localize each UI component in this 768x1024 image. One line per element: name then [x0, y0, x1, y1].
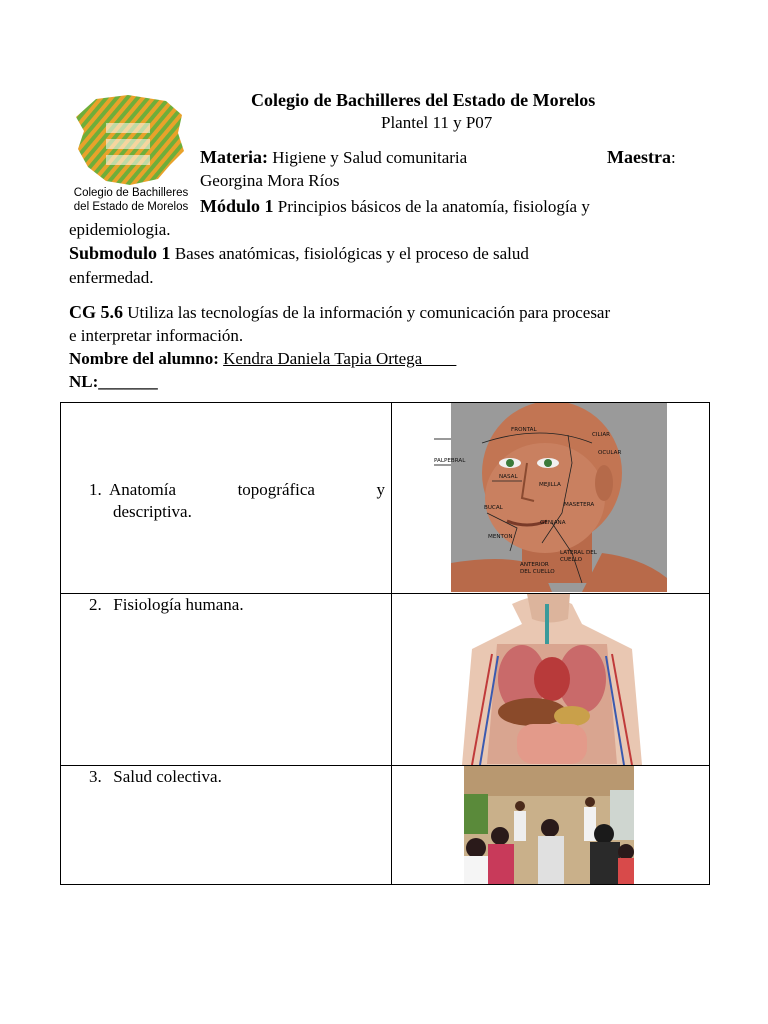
maestra-label-line: [607, 146, 676, 169]
label-cuello: CUELLO: [560, 557, 582, 563]
student-line: [69, 348, 456, 370]
table-cell-image: [392, 594, 710, 766]
physiology-body-image: [392, 594, 709, 765]
label-frontal: FRONTAL: [511, 427, 537, 433]
anatomy-face-image: [392, 403, 709, 593]
topics-table: [60, 402, 710, 885]
student-label: Nombre del alumno:: [69, 349, 219, 368]
label-mejilla: MEJILLA: [539, 482, 561, 488]
cg-text-1: Utiliza las tecnologías de la información y comunicación para procesar: [127, 303, 611, 322]
topic-line-2: descriptiva.: [113, 502, 192, 521]
modulo-text-1: Principios básicos de la anatomía, fisiología y: [277, 197, 590, 216]
list-item: [89, 766, 391, 788]
modulo-label: Módulo 1: [200, 196, 274, 216]
label-lateral-del: LATERAL DEL: [560, 550, 597, 556]
table-cell-topic: [61, 403, 392, 594]
teacher-name: Georgina Mora Ríos: [200, 171, 340, 190]
nl-field: NL:_______: [69, 372, 158, 391]
label-ocular: OCULAR: [598, 450, 622, 456]
student-name: Kendra Daniela Tapia Ortega____: [223, 349, 457, 368]
maestra-colon: :: [670, 148, 676, 167]
label-geniana: GENIANA: [540, 520, 566, 526]
topic-word-2: topográfica: [237, 480, 315, 499]
campus-name: Plantel 11 y P07: [381, 113, 493, 132]
table-row: [61, 766, 710, 885]
submodulo-text-2: enfermedad.: [69, 268, 154, 287]
cg-line: [69, 301, 610, 324]
label-menton: MENTON: [488, 534, 513, 540]
community-health-image: [392, 766, 709, 884]
logo-caption: [66, 186, 196, 214]
modulo-text-2: epidemiologia.: [69, 220, 171, 239]
materia-line: [200, 146, 467, 169]
list-number: 3.: [89, 767, 102, 786]
list-number: 1.: [89, 480, 102, 499]
label-del-cuello: DEL CUELLO: [520, 569, 555, 575]
cg-text-2: e interpretar información.: [69, 326, 244, 345]
submodulo-label: Submodulo 1: [69, 243, 171, 263]
school-name: Colegio de Bachilleres del Estado de Morelos: [251, 90, 596, 110]
logo-caption-line-1: Colegio de Bachilleres: [73, 187, 189, 199]
list-number: 2.: [89, 595, 102, 614]
table-row: [61, 403, 710, 594]
table-cell-image: [392, 403, 710, 594]
topic-word-1: Anatomía: [109, 480, 177, 499]
cg-label: CG 5.6: [69, 302, 123, 322]
label-palpebral: PALPEBRAL: [434, 458, 466, 464]
maestra-label: Maestra: [607, 147, 671, 167]
topic-text: Salud colectiva.: [113, 767, 222, 786]
label-anterior: ANTERIOR: [520, 562, 549, 568]
table-cell-topic: [61, 594, 392, 766]
table-cell-topic: [61, 766, 392, 885]
label-ciliar: CILIAR: [592, 432, 611, 438]
topic-word-3: y: [376, 480, 385, 499]
label-bucal: BUCAL: [484, 505, 503, 511]
table-row: [61, 594, 710, 766]
modulo-line: [200, 195, 680, 218]
table-cell-image: [392, 766, 710, 885]
submodulo-text-1: Bases anatómicas, fisiológicas y el proceso de salud: [174, 244, 529, 263]
label-masetera: MASETERA: [564, 502, 595, 508]
logo-caption-line-2: del Estado de Morelos: [73, 201, 189, 213]
list-item: [89, 594, 391, 616]
label-nasal: NASAL: [499, 474, 518, 480]
materia-label: Materia:: [200, 147, 268, 167]
list-item: [89, 479, 385, 523]
submodulo-line: [69, 242, 529, 265]
topic-text: Fisiología humana.: [113, 595, 244, 614]
materia-value: Higiene y Salud comunitaria: [272, 148, 468, 167]
